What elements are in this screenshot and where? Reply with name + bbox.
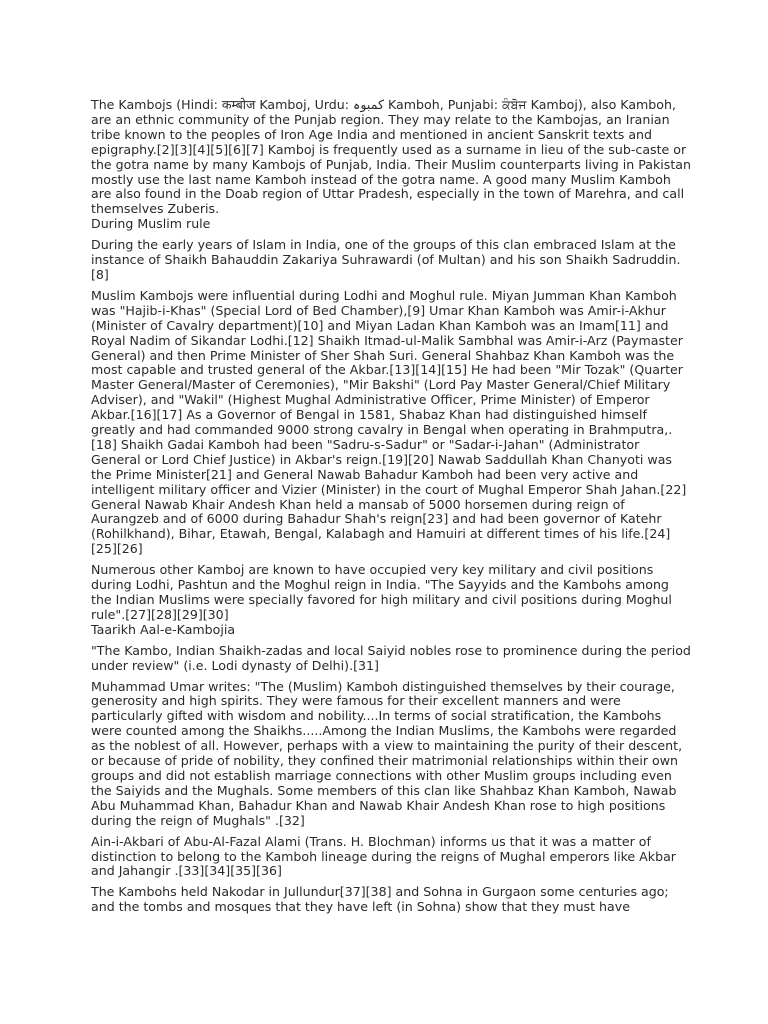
paragraph-nakodar-sohna: The Kambohs held Nakodar in Jullundur[37][38] and Sohna in Gurgaon some centuries ago; and the tombs and mosques that they have left (in Sohna) show that they must have — [91, 884, 669, 915]
section-heading-muslim-rule: During Muslim rule — [91, 216, 211, 232]
paragraph-key-positions: Numerous other Kamboj are known to have occupied very key military and civil positions during Lodhi, Pashtun and the Moghul reign in India. "The Sayyids and the Kambohs among the Indian Muslims were specially favored for high military and civil positions during Moghul rule".[27][28][29][30] — [91, 562, 672, 622]
paragraph-muslim-kambojs: Muslim Kambojs were influential during Lodhi and Moghul rule. Miyan Jumman Khan Kamboh was "Hajib-i-Khas" (Special Lord of Bed Chamber),[9] Umar Khan Kamboh was Amir-i-Akhur (Minister of Cavalry department)[10] and Miyan Ladan Khan Kamboh was an Imam[11] and Royal Nadim of Sikandar Lodhi.[12] Shaikh Itmad-ul-Malik Sambhal was Amir-i-Arz (Paymaster General) and then Prime Minister of Sher Shah Suri. General Shahbaz Khan Kamboh was the most capable and trusted general of the Akbar.[13][14][15] He had been "Mir Tozak" (Quarter Master General/Master of Ceremonies), "Mir Bakshi" (Lord Pay Master General/Chief Military Adviser), and "Wakil" (Highest Mughal Administrative Officer, Prime Minister) of Emperor Akbar.[16][17] As a Governor of Bengal in 1581, Shabaz Khan had distinguished himself greatly and had commanded 9000 strong cavalry in Bengal when operating in Brahmputra,.[18] Shaikh Gadai Kamboh had been "Sadru-s-Sadur" or "Sadar-i-Jahan" (Administrator General or Lord Chief Justice) in Akbar's reign.[19][20] Nawab Saddullah Khan Chanyoti was the Prime Minister[21] and General Nawab Bahadur Kamboh had been very active and intelligent military officer and Vizier (Minister) in the court of Mughal Emperor Shah Jahan.[22] General Nawab Khair Andesh Khan held a mansab of 5000 horsemen during reign of Aurangzeb and of 6000 during Bahadur Shah's reign[23] and had been governor of Katehr (Rohilkhand), Bihar, Etawah, Bengal, Kalabagh and Hamuiri at different times of his life.[24][25][26] — [91, 287, 687, 557]
section-heading-taarikh: Taarikh Aal-e-Kambojia — [91, 621, 236, 637]
document-page — [91, 98, 691, 921]
paragraph-ain-i-akbari: Ain-i-Akbari of Abu-Al-Fazal Alami (Trans. H. Blochman) informs us that it was a matter of distinction to belong to the Kamboh lineage during the reigns of Mughal emperors like Akbar and Jahangir .[33][34][35][36] — [91, 833, 676, 879]
intro-paragraph: The Kambojs (Hindi: कम्बोज Kamboj, Urdu: کمبوہ Kamboh, Punjabi: ਕੰਬੋਜ Kamboj), also Kamboh, are an ethnic community of the Punjab region. They may relate to the Kambojas, an Iranian tribe known to the peoples of Iron Age India and mentioned in ancient Sanskrit texts and epigraphy.[2][3][4][5][6][7] Kamboj is frequently used as a surname in lieu of the sub-caste or the gotra name by many Kambojs of Punjab, India. Their Muslim counterparts living in Pakistan mostly use the last name Kamboh instead of the gotra name. A good many Muslim Kamboh are also found in the Doab region of Uttar Pradesh, especially in the town of Marehra, and call themselves Zuberis. — [91, 97, 691, 217]
paragraph-early-islam: During the early years of Islam in India, one of the groups of this clan embraced Islam at the instance of Shaikh Bahauddin Zakariya Suhrawardi (of Multan) and his son Shaikh Sadruddin.[8] — [91, 237, 681, 282]
paragraph-lodi-nobles: "The Kambo, Indian Shaikh-zadas and local Saiyid nobles rose to prominence during the period under review" (i.e. Lodi dynasty of Delhi).[31] — [91, 642, 691, 673]
paragraph-muhammad-umar: Muhammad Umar writes: "The (Muslim) Kamboh distinguished themselves by their courage, generosity and high spirits. They were famous for their excellent manners and were particularly gifted with wisdom and nobility....In terms of social stratification, the Kambohs were counted among the Shaikhs.....Among the Indian Muslims, the Kambohs were regarded as the noblest of all. However, perhaps with a view to maintaining the purity of their descent, or because of pride of nobility, they confined their matrimonial relationships within their own groups and did not establish marriage connections with other Muslim groups including even the Saiyids and the Mughals. Some members of this clan like Shahbaz Khan Kamboh, Nawab Abu Muhammad Khan, Bahadur Khan and Nawab Khair Andesh Khan rose to high positions during the reign of Mughals" .[32] — [91, 678, 683, 828]
